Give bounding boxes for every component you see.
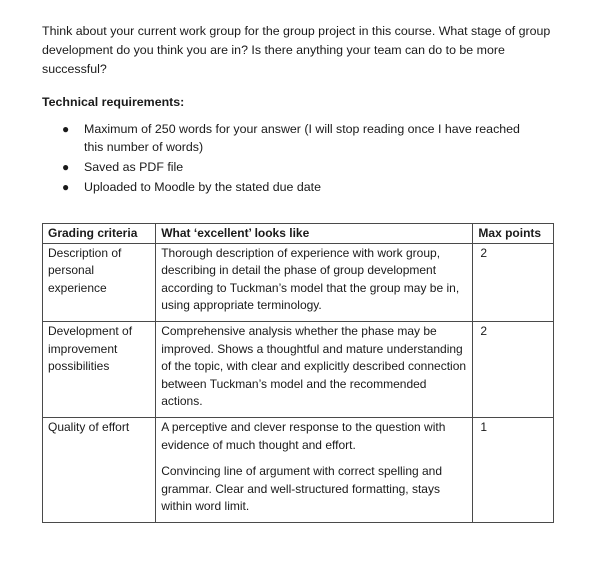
bullet-icon: ● xyxy=(62,122,70,136)
header-max-points: Max points xyxy=(473,224,554,244)
excellent-paragraph: Convincing line of argument with correct spelling and grammar. Clear and well-structured formatting, stays within word limit. xyxy=(161,464,443,514)
points-cell: 1 xyxy=(473,417,554,522)
requirement-text: Uploaded to Moodle by the stated due date xyxy=(84,180,321,194)
excellent-cell xyxy=(156,243,473,321)
criteria-cell: Quality of effort xyxy=(43,417,156,522)
list-item xyxy=(62,178,542,196)
header-grading-criteria: Grading criteria xyxy=(43,224,156,244)
criteria-cell: Development of improvement possibilities xyxy=(43,321,156,417)
criteria-cell: Description of personal experience xyxy=(43,243,156,321)
requirement-text: Saved as PDF file xyxy=(84,160,184,174)
bullet-icon: ● xyxy=(62,180,70,194)
bullet-icon: ● xyxy=(62,160,70,174)
table-row xyxy=(43,243,554,321)
table-row xyxy=(43,417,554,522)
table-row xyxy=(43,321,554,417)
requirements-list xyxy=(62,120,542,198)
requirements-heading: Technical requirements: xyxy=(42,95,185,109)
points-cell: 2 xyxy=(473,321,554,417)
excellent-paragraph: Comprehensive analysis whether the phase may be improved. Shows a thoughtful and mature understanding of the topic, with clear and explicitly described connection between Tuckman’s model and the recommended actions. xyxy=(161,323,467,409)
assignment-prompt: Think about your current work group for the group project in this course. What stage of group development do you think you are in? Is there anything your team can do to be more successful? xyxy=(42,24,551,76)
excellent-paragraph: Thorough description of experience with work group, describing in detail the phase of group development according to Tuckman’s model that the group may be in, using appropriate terminology. xyxy=(161,245,460,313)
points-cell: 2 xyxy=(473,243,554,321)
excellent-paragraph: A perceptive and clever response to the question with evidence of much thought and effort. xyxy=(161,419,446,452)
list-item xyxy=(62,158,542,176)
header-what-excellent: What ‘excellent’ looks like xyxy=(156,224,473,244)
excellent-cell xyxy=(156,321,473,417)
list-item xyxy=(62,120,542,156)
requirement-text: Maximum of 250 words for your answer (I will stop reading once I have reached this number of words) xyxy=(84,122,520,154)
grading-rubric-table xyxy=(42,223,554,523)
table-header-row xyxy=(43,224,554,244)
excellent-cell xyxy=(156,417,473,522)
